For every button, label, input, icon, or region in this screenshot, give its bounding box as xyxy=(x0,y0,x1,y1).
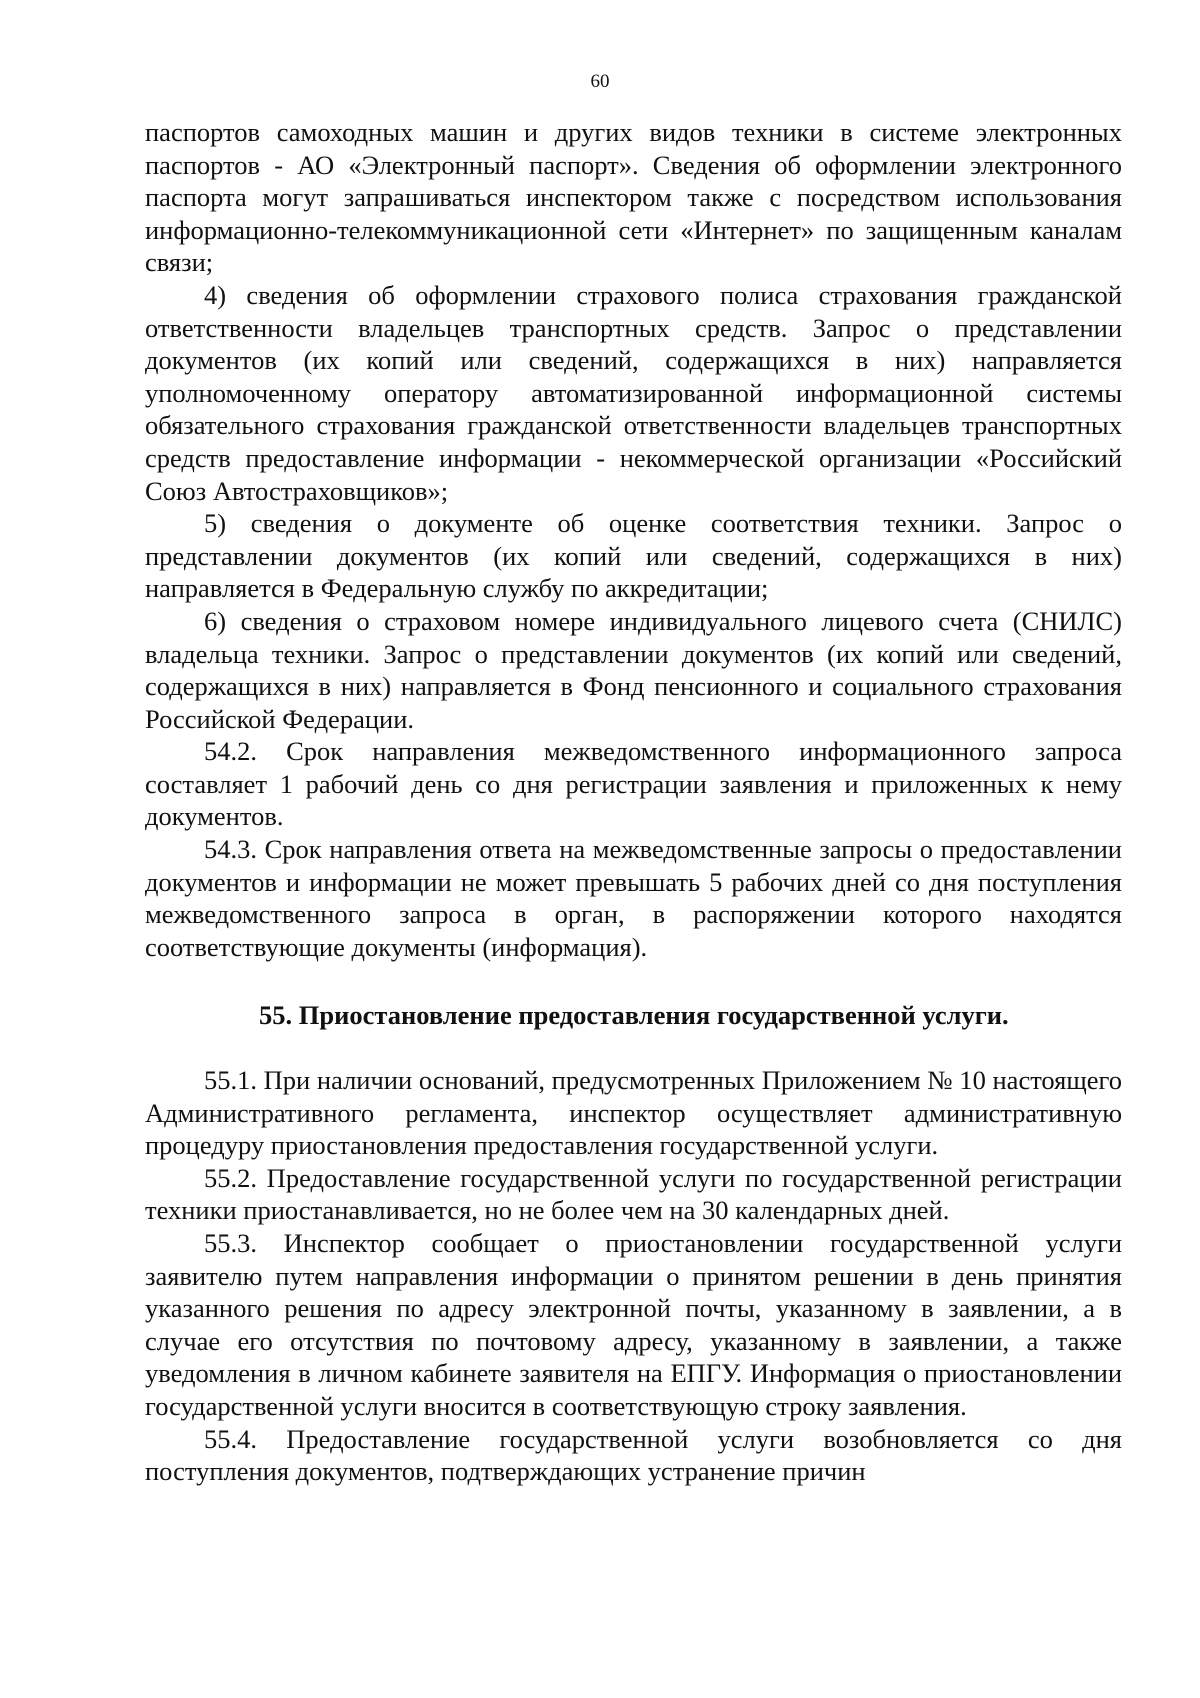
paragraph-55-1: 55.1. При наличии оснований, предусмотренных Приложением № 10 настоящего Административного регламента, инспектор осуществляет административную процедуру приостановления предоставления государственной услуги. xyxy=(145,1065,1122,1161)
paragraph-54-3: 54.3. Срок направления ответа на межведомственные запросы о предоставлении документов и информации не может превышать 5 рабочих дней со дня поступления межведомственного запроса в орган, в распоряжении которого находятся соответствующие документы (информация). xyxy=(145,834,1122,962)
paragraph-55-3: 55.3. Инспектор сообщает о приостановлении государственной услуги заявителю путем направления информации о принятом решении в день принятия указанного решения по адресу электронной почты, указанному в заявлении, а в случае его отсутствия по почтовому адресу, указанному в заявлении, а также уведомления в личном кабинете заявителя на ЕПГУ. Информация о приостановлении государственной услуги вносится в соответствующую строку заявления. xyxy=(145,1228,1122,1421)
paragraph-55-4: 55.4. Предоставление государственной услуги возобновляется со дня поступления документов, подтверждающих устранение причин xyxy=(145,1423,1122,1487)
page-number: 60 xyxy=(590,71,610,92)
paragraph-item-4: 4) сведения об оформлении страхового полиса страхования гражданской ответственности владельцев транспортных средств. Запрос о представлении документов (их копий или сведений, содержащихся в них) направляется уполномоченному оператору автоматизированной информационной системы обязательного страхования гражданской ответственности владельцев транспортных средств предоставление информации - некоммерческой организации «Российский Союз Автостраховщиков»; xyxy=(145,279,1122,506)
section-heading-55: 55. Приостановление предоставления государственной услуги. xyxy=(259,1000,1009,1031)
document-body xyxy=(145,116,1122,1488)
paragraph-item-5: 5) сведения о документе об оценке соответствия техники. Запрос о представлении документов (их копий или сведений, содержащихся в них) направляется в Федеральную службу по аккредитации; xyxy=(145,508,1122,604)
paragraph-continuation: паспортов самоходных машин и других видов техники в системе электронных паспортов - АО «Электронный паспорт». Сведения об оформлении электронного паспорта могут запрашиваться инспектором также с посредством использования информационно-телекоммуникационной сети «Интернет» по защищенным каналам связи; xyxy=(145,117,1122,278)
paragraph-55-2: 55.2. Предоставление государственной услуги по государственной регистрации техники приостанавливается, но не более чем на 30 календарных дней. xyxy=(145,1162,1122,1226)
paragraph-54-2: 54.2. Срок направления межведомственного информационного запроса составляет 1 рабочий день со дня регистрации заявления и приложенных к нему документов. xyxy=(145,736,1122,832)
paragraph-item-6: 6) сведения о страховом номере индивидуального лицевого счета (СНИЛС) владельца техники. Запрос о представлении документов (их копий или сведений, содержащихся в них) направляется в Фонд пенсионного и социального страхования Российской Федерации. xyxy=(145,605,1122,734)
